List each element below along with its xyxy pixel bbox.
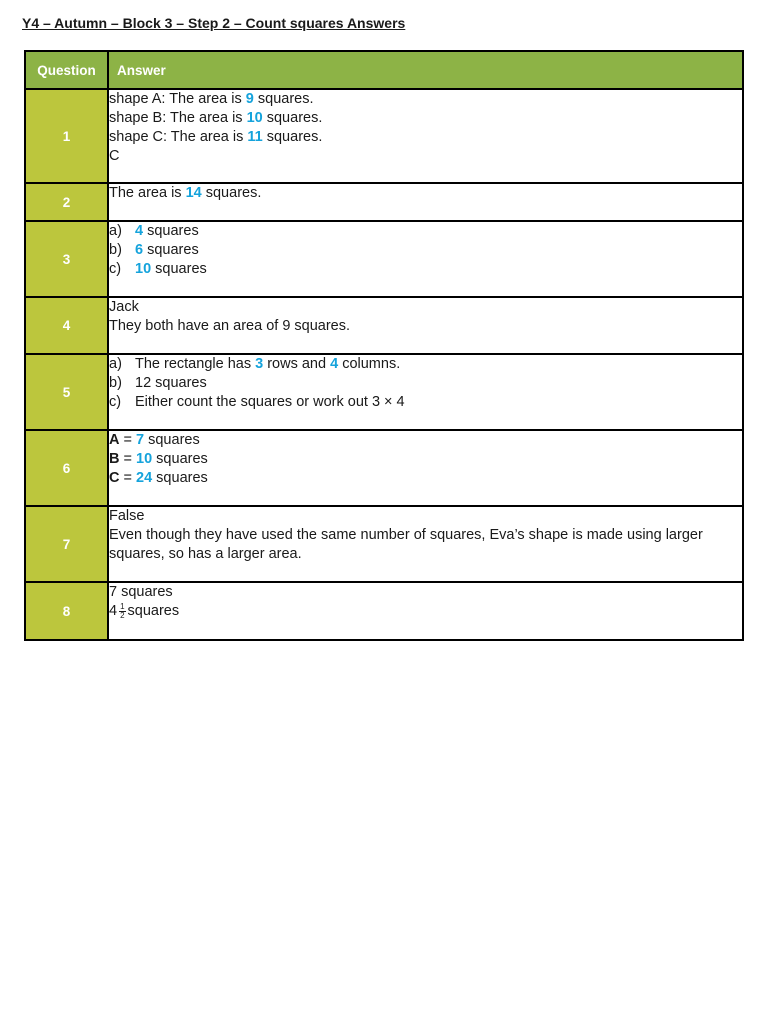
answer-cell (108, 506, 743, 582)
answer-text: squares. (262, 129, 323, 145)
highlight-value: 11 (247, 129, 263, 145)
highlight-value: 24 (136, 470, 153, 486)
part-label: a) (109, 356, 122, 372)
answer-text: squares (143, 223, 199, 239)
part-label: c) (109, 394, 122, 410)
part-label: b) (109, 242, 122, 258)
answer-text: shape A: The area is (109, 91, 246, 107)
part-label: c) (109, 261, 122, 277)
answer-line (109, 393, 742, 412)
answer-line (109, 109, 742, 128)
answer-cell (108, 430, 743, 506)
answer-text: squares (152, 470, 208, 486)
fraction-denominator: 2 (120, 610, 125, 620)
highlight-value: 6 (135, 242, 144, 258)
answer-line (109, 90, 742, 109)
highlight-value: 10 (246, 110, 263, 126)
answer-text: squares (151, 261, 207, 277)
table-header-row (25, 51, 743, 89)
answer-line (109, 431, 742, 450)
answer-line: 7 squares (109, 584, 173, 600)
question-number: 3 (25, 221, 108, 297)
answer-cell (108, 221, 743, 297)
answer-text: squares (152, 451, 208, 467)
highlight-value: 3 (255, 356, 264, 372)
answer-text: squares (127, 603, 180, 619)
answer-cell (108, 183, 743, 221)
header-answer: Answer (108, 51, 743, 89)
answer-text: squares. (201, 185, 262, 201)
answer-line (109, 602, 742, 621)
table-row (25, 89, 743, 183)
answer-text: squares (143, 242, 199, 258)
table-row (25, 582, 743, 640)
answers-table (24, 50, 744, 641)
question-number: 5 (25, 354, 108, 430)
highlight-value: 7 (136, 432, 145, 448)
question-number: 6 (25, 430, 108, 506)
answer-text: squares (144, 432, 200, 448)
table-row (25, 221, 743, 297)
answer-text: squares. (253, 91, 314, 107)
equals-sign: = (119, 451, 137, 467)
shape-label: A (109, 432, 120, 448)
question-number: 1 (25, 89, 108, 183)
highlight-value: 10 (135, 261, 152, 277)
part-label: a) (109, 223, 122, 239)
table-row (25, 430, 743, 506)
answer-cell (108, 297, 743, 354)
answer-line (109, 450, 742, 469)
answer-text: The area is (109, 185, 186, 201)
table-row (25, 183, 743, 221)
answer-line: Even though they have used the same number of squares, Eva’s shape is made using larger squares, so has a larger area. (109, 527, 703, 562)
answer-cell (108, 89, 743, 183)
highlight-value: 14 (185, 185, 202, 201)
answer-line (109, 128, 742, 147)
shape-label: C (109, 470, 120, 486)
question-number: 2 (25, 183, 108, 221)
answer-line: Jack (109, 299, 139, 315)
equals-sign: = (119, 470, 137, 486)
answer-line (109, 374, 742, 393)
answer-line (109, 184, 742, 203)
answer-text: 12 squares (135, 375, 207, 391)
answer-text: rows and (263, 356, 331, 372)
table-row (25, 506, 743, 582)
answer-cell (108, 582, 743, 640)
fraction (119, 603, 125, 620)
answer-text: Either count the squares or work out 3 × 4 (135, 394, 405, 410)
question-number: 7 (25, 506, 108, 582)
highlight-value: 9 (245, 91, 254, 107)
highlight-value: 4 (330, 356, 339, 372)
answer-line (109, 355, 742, 374)
answer-text: shape C: The area is (109, 129, 248, 145)
highlight-value: 10 (136, 451, 153, 467)
question-number: 4 (25, 297, 108, 354)
answer-line: C (109, 148, 120, 164)
question-number: 8 (25, 582, 108, 640)
page-title: Y4 – Autumn – Block 3 – Step 2 – Count squares Answers (22, 15, 406, 31)
mixed-number-whole: 4 (109, 603, 118, 619)
answer-line: False (109, 508, 145, 524)
equals-sign: = (119, 432, 137, 448)
part-label: b) (109, 375, 122, 391)
table-row (25, 354, 743, 430)
table-row (25, 297, 743, 354)
answer-line (109, 241, 742, 260)
highlight-value: 4 (135, 223, 144, 239)
answer-line: They both have an area of 9 squares. (109, 318, 351, 334)
answer-line (109, 222, 742, 241)
answer-cell (108, 354, 743, 430)
answer-line (109, 469, 742, 488)
answer-text: squares. (262, 110, 323, 126)
answer-line (109, 260, 742, 279)
answer-text: columns. (338, 356, 401, 372)
answer-text: The rectangle has (135, 356, 256, 372)
fraction-numerator: 1 (120, 601, 125, 611)
shape-label: B (109, 451, 120, 467)
header-question: Question (25, 51, 108, 89)
answer-text: shape B: The area is (109, 110, 247, 126)
